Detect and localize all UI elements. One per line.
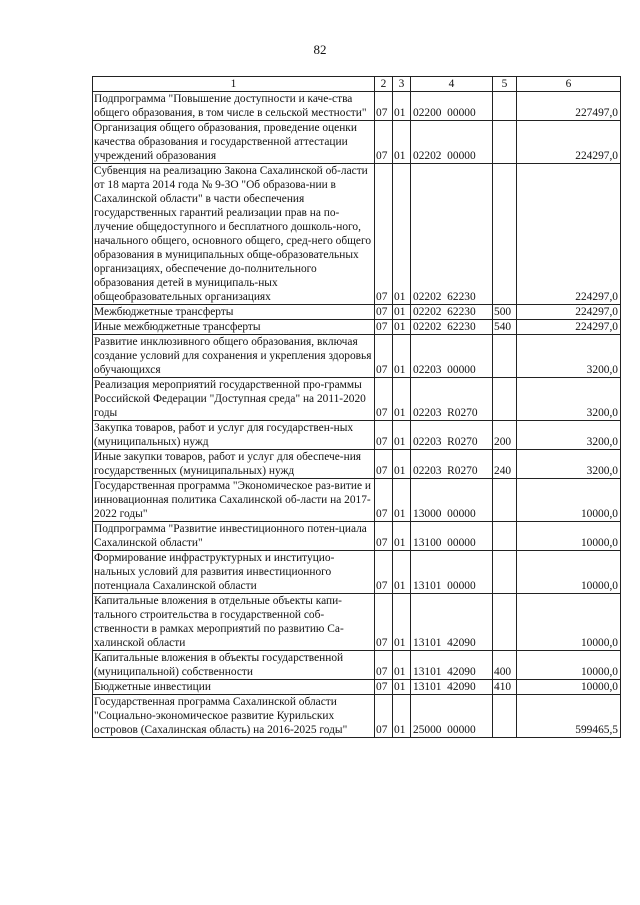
row-c5-cell: 200 <box>493 421 517 450</box>
budget-table <box>92 76 621 738</box>
row-name-cell: Формирование инфраструктурных и институцио-нальных условий для развития инвестиционного потенциала Сахалинской области <box>93 551 375 594</box>
row-c6-cell: 599465,5 <box>517 695 621 738</box>
row-c3-cell: 01 <box>393 651 411 680</box>
row-c6-cell: 3200,0 <box>517 335 621 378</box>
row-c2-cell: 07 <box>375 164 393 305</box>
row-c6-cell: 3200,0 <box>517 421 621 450</box>
table-row <box>93 164 621 305</box>
col-header-1: 1 <box>93 77 375 92</box>
row-c5-cell <box>493 594 517 651</box>
table-row <box>93 479 621 522</box>
table-row <box>93 421 621 450</box>
row-c3-cell: 01 <box>393 164 411 305</box>
row-c6-cell: 224297,0 <box>517 305 621 320</box>
row-c4-cell: 02202 00000 <box>411 121 493 164</box>
table-row <box>93 121 621 164</box>
table-row <box>93 335 621 378</box>
table-row <box>93 92 621 121</box>
row-c2-cell: 07 <box>375 320 393 335</box>
row-c4-cell: 02202 62230 <box>411 320 493 335</box>
row-name-cell: Реализация мероприятий государственной про-граммы Российской Федерации "Доступная среда" на 2011-2020 годы <box>93 378 375 421</box>
row-c3-cell: 01 <box>393 92 411 121</box>
col-header-5: 5 <box>493 77 517 92</box>
row-name-cell: Иные закупки товаров, работ и услуг для обеспече-ния государственных (муниципальных) нужд <box>93 450 375 479</box>
row-c3-cell: 01 <box>393 450 411 479</box>
row-c3-cell: 01 <box>393 522 411 551</box>
row-c3-cell: 01 <box>393 121 411 164</box>
row-c6-cell: 224297,0 <box>517 121 621 164</box>
row-name-cell: Подпрограмма "Развитие инвестиционного потен-циала Сахалинской области" <box>93 522 375 551</box>
row-c5-cell: 500 <box>493 305 517 320</box>
row-c3-cell: 01 <box>393 551 411 594</box>
table-row <box>93 320 621 335</box>
row-name-cell: Бюджетные инвестиции <box>93 680 375 695</box>
row-c4-cell: 13101 42090 <box>411 680 493 695</box>
row-c5-cell <box>493 551 517 594</box>
row-c2-cell: 07 <box>375 522 393 551</box>
row-c3-cell: 01 <box>393 421 411 450</box>
row-c5-cell: 410 <box>493 680 517 695</box>
row-name-cell: Иные межбюджетные трансферты <box>93 320 375 335</box>
table-row <box>93 551 621 594</box>
row-c6-cell: 10000,0 <box>517 479 621 522</box>
col-header-6: 6 <box>517 77 621 92</box>
row-name-cell: Капитальные вложения в объекты государственной (муниципальной) собственности <box>93 651 375 680</box>
row-c2-cell: 07 <box>375 594 393 651</box>
page-number: 82 <box>313 42 327 57</box>
row-c2-cell: 07 <box>375 680 393 695</box>
row-name-cell: Межбюджетные трансферты <box>93 305 375 320</box>
row-c5-cell <box>493 378 517 421</box>
row-c5-cell <box>493 479 517 522</box>
row-c2-cell: 07 <box>375 378 393 421</box>
table-row <box>93 651 621 680</box>
row-c5-cell <box>493 164 517 305</box>
row-c2-cell: 07 <box>375 695 393 738</box>
row-c3-cell: 01 <box>393 320 411 335</box>
row-c4-cell: 02203 R0270 <box>411 450 493 479</box>
table-row <box>93 450 621 479</box>
row-c4-cell: 13101 42090 <box>411 651 493 680</box>
row-c4-cell: 02202 62230 <box>411 305 493 320</box>
row-name-cell: Государственная программа "Экономическое раз-витие и инновационная политика Сахалинской об-ласти на 2017-2022 годы" <box>93 479 375 522</box>
row-c3-cell: 01 <box>393 479 411 522</box>
row-c6-cell: 10000,0 <box>517 594 621 651</box>
row-c2-cell: 07 <box>375 651 393 680</box>
row-name-cell: Закупка товаров, работ и услуг для государствен-ных (муниципальных) нужд <box>93 421 375 450</box>
row-c5-cell <box>493 695 517 738</box>
row-name-cell: Государственная программа Сахалинской области "Социально-экономическое развитие Курильских островов (Сахалинская область) на 2016-2025 годы" <box>93 695 375 738</box>
row-c3-cell: 01 <box>393 378 411 421</box>
table-row <box>93 305 621 320</box>
row-c4-cell: 13101 00000 <box>411 551 493 594</box>
row-c6-cell: 224297,0 <box>517 164 621 305</box>
row-c4-cell: 13000 00000 <box>411 479 493 522</box>
row-c2-cell: 07 <box>375 479 393 522</box>
table-row <box>93 594 621 651</box>
row-c4-cell: 02203 R0270 <box>411 421 493 450</box>
table-row <box>93 695 621 738</box>
row-c3-cell: 01 <box>393 305 411 320</box>
table-row <box>93 680 621 695</box>
row-c4-cell: 02203 R0270 <box>411 378 493 421</box>
row-c3-cell: 01 <box>393 594 411 651</box>
row-c2-cell: 07 <box>375 121 393 164</box>
row-c4-cell: 13101 42090 <box>411 594 493 651</box>
row-c6-cell: 10000,0 <box>517 651 621 680</box>
row-c5-cell <box>493 522 517 551</box>
row-c6-cell: 10000,0 <box>517 680 621 695</box>
table-row <box>93 378 621 421</box>
row-c6-cell: 224297,0 <box>517 320 621 335</box>
row-c3-cell: 01 <box>393 695 411 738</box>
col-header-3: 3 <box>393 77 411 92</box>
col-header-2: 2 <box>375 77 393 92</box>
row-c5-cell <box>493 335 517 378</box>
row-c4-cell: 25000 00000 <box>411 695 493 738</box>
row-c6-cell: 3200,0 <box>517 450 621 479</box>
row-c2-cell: 07 <box>375 551 393 594</box>
row-name-cell: Подпрограмма "Повышение доступности и каче-ства общего образования, в том числе в сельской местности" <box>93 92 375 121</box>
row-c2-cell: 07 <box>375 450 393 479</box>
row-c2-cell: 07 <box>375 305 393 320</box>
row-c2-cell: 07 <box>375 92 393 121</box>
row-c2-cell: 07 <box>375 421 393 450</box>
row-c6-cell: 10000,0 <box>517 551 621 594</box>
row-name-cell: Развитие инклюзивного общего образования, включая создание условий для сохранения и укрепления здоровья обучающихся <box>93 335 375 378</box>
row-c6-cell: 10000,0 <box>517 522 621 551</box>
row-name-cell: Организация общего образования, проведение оценки качества образования и государственной аттестации учреждений образования <box>93 121 375 164</box>
table-row <box>93 522 621 551</box>
row-c3-cell: 01 <box>393 680 411 695</box>
row-name-cell: Субвенция на реализацию Закона Сахалинской об-ласти от 18 марта 2014 года № 9-ЗО "Об образова-нии в Сахалинской области" в части обеспечения государственных гарантий реализации прав на по-лучение общедоступного и бесплатного дошколь-ного, начального общего, основного общего, сред-него общего образования в муниципальных обще-образовательных организациях, обеспечение до-полнительного образования детей в муниципаль-ных общеобразовательных организациях <box>93 164 375 305</box>
row-c4-cell: 13100 00000 <box>411 522 493 551</box>
row-name-cell: Капитальные вложения в отдельные объекты капи-тального строительства в государственной соб-ственности в рамках мероприятий по развитию Са-халинской области <box>93 594 375 651</box>
row-c3-cell: 01 <box>393 335 411 378</box>
row-c4-cell: 02203 00000 <box>411 335 493 378</box>
table-header-row <box>93 77 621 92</box>
row-c4-cell: 02202 62230 <box>411 164 493 305</box>
row-c4-cell: 02200 00000 <box>411 92 493 121</box>
row-c5-cell: 540 <box>493 320 517 335</box>
row-c6-cell: 227497,0 <box>517 92 621 121</box>
row-c5-cell: 400 <box>493 651 517 680</box>
col-header-4: 4 <box>411 77 493 92</box>
row-c6-cell: 3200,0 <box>517 378 621 421</box>
row-c5-cell: 240 <box>493 450 517 479</box>
row-c2-cell: 07 <box>375 335 393 378</box>
row-c5-cell <box>493 92 517 121</box>
row-c5-cell <box>493 121 517 164</box>
